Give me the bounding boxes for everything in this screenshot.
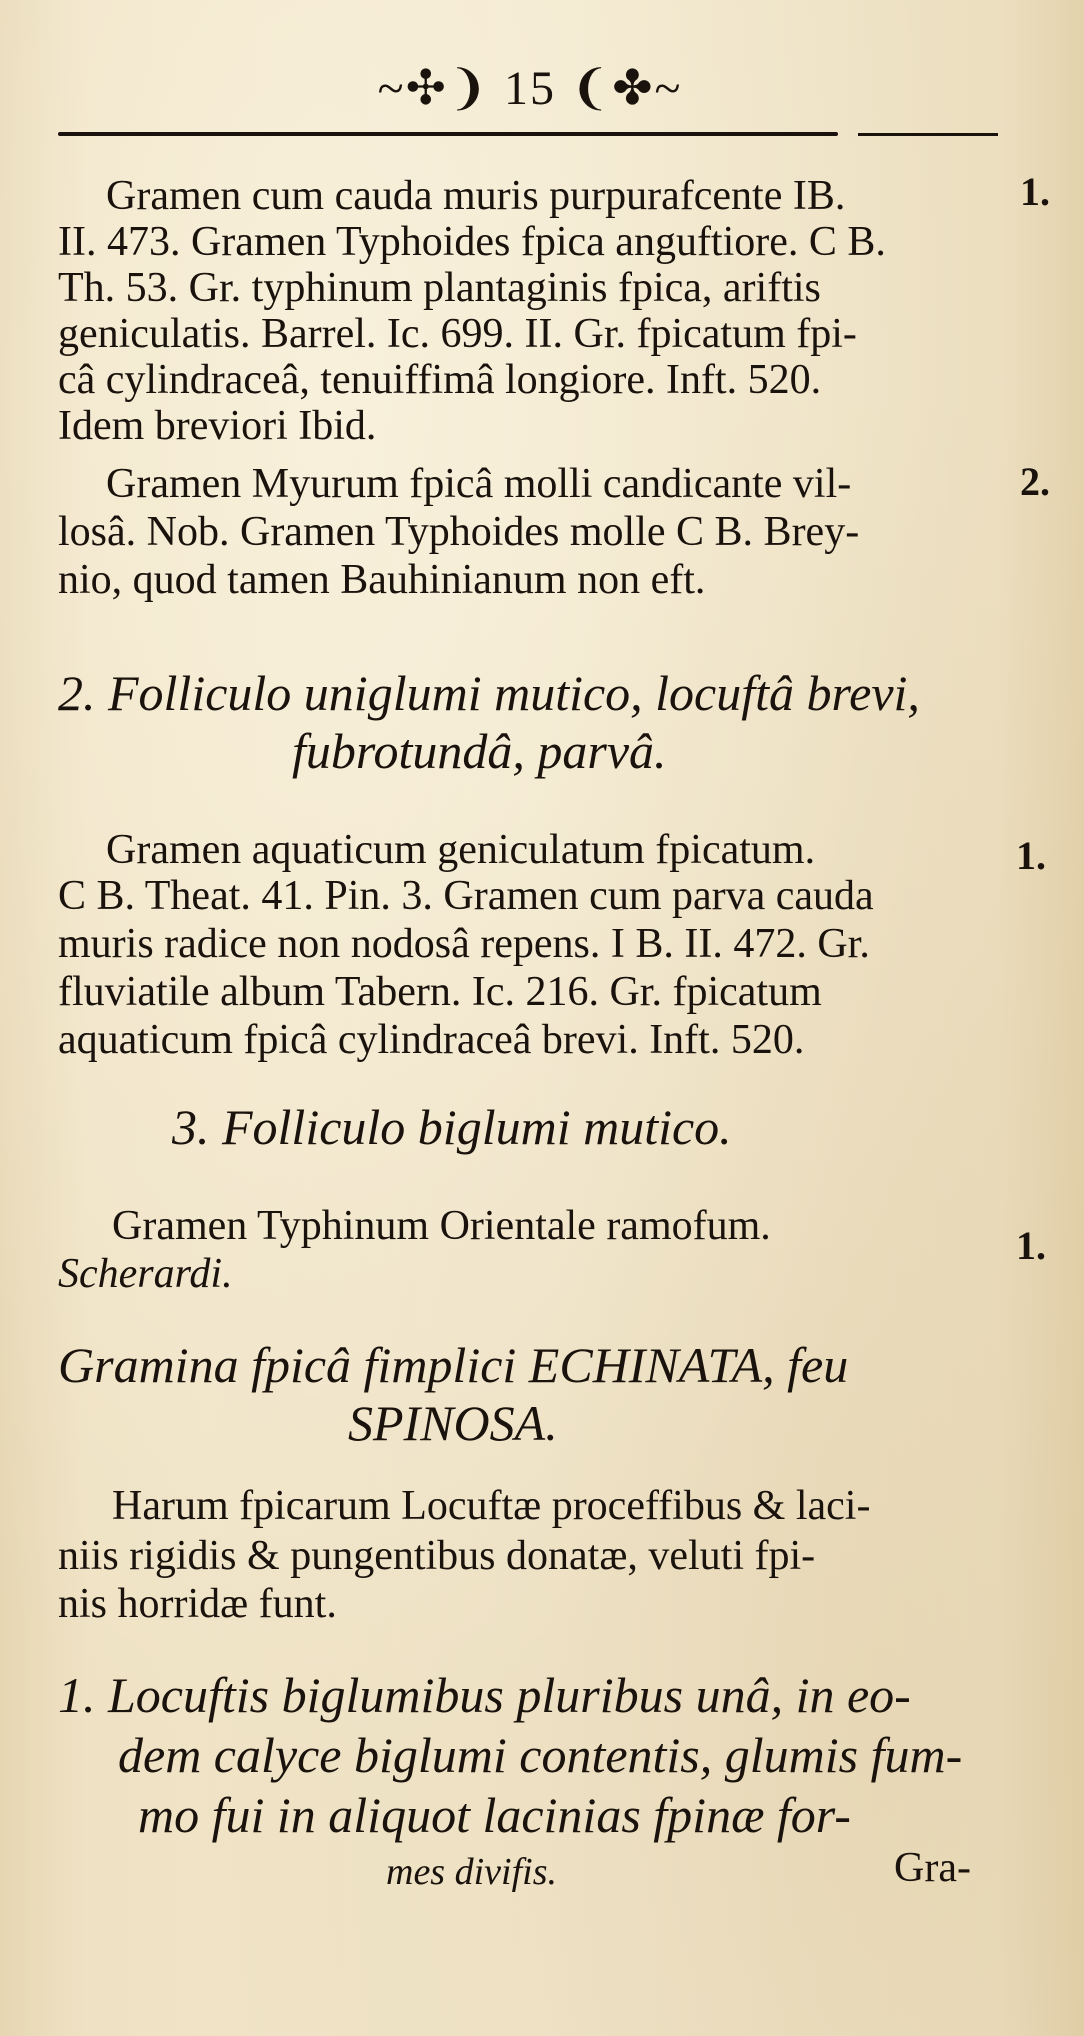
text-line: aquaticum fpicâ cylindraceâ brevi. Inft. 520. — [58, 1017, 805, 1063]
section-heading: dem calyce biglumi contentis, glumis fum- — [118, 1727, 963, 1783]
text-line: C B. Theat. 41. Pin. 3. Gramen cum parva cauda — [58, 873, 874, 919]
catchword: Gra- — [894, 1845, 971, 1891]
text-line: Harum fpicarum Locuftæ proceffibus & laci- — [112, 1483, 871, 1529]
text-line: Gramen aquaticum geniculatum fpicatum. — [106, 827, 816, 873]
section-heading: fubrotundâ, parvâ. — [292, 723, 667, 779]
section-heading: 3. Folliculo biglumi mutico. — [172, 1099, 732, 1155]
margin-number: 1. — [1020, 169, 1050, 214]
text-line: Idem breviori Ibid. — [58, 403, 377, 449]
text-line: Gramen cum cauda muris purpurafcente IB. — [106, 173, 846, 219]
text-line: muris radice non nodosâ repens. I B. II. 472. Gr. — [58, 921, 870, 967]
text-line: Th. 53. Gr. typhinum plantaginis fpica, ariftis — [58, 265, 821, 311]
running-header — [330, 60, 730, 116]
margin-number: 1. — [1016, 1223, 1046, 1268]
section-heading: 1. Locuftis biglumibus pluribus unâ, in eo- — [58, 1667, 911, 1723]
text-line: Scherardi. — [58, 1251, 233, 1297]
text-line: nio, quod tamen Bauhinianum non eft. — [58, 557, 706, 603]
margin-number: 1. — [1016, 833, 1046, 878]
section-heading: mo fui in aliquot lacinias fpinæ for- — [138, 1787, 851, 1843]
text-line: Gramen Typhinum Orientale ramofum. — [112, 1203, 771, 1249]
header-rule — [58, 132, 998, 138]
section-heading: Gramina fpicâ fimplici ECHINATA, feu — [58, 1337, 849, 1393]
section-heading: mes divifis. — [386, 1851, 557, 1893]
ornament-right: ❨✤~ — [556, 62, 683, 115]
text-line: geniculatis. Barrel. Ic. 699. II. Gr. fpicatum fpi- — [58, 311, 857, 357]
text-line: Gramen Myurum fpicâ molli candicante vil- — [106, 461, 852, 507]
text-line: fluviatile album Tabern. Ic. 216. Gr. fpicatum — [58, 969, 822, 1015]
text-line: câ cylindraceâ, tenuiffimâ longiore. Inft. 520. — [58, 357, 822, 403]
page-number: 15 — [504, 62, 556, 115]
section-heading: 2. Folliculo uniglumi mutico, locuftâ brevi, — [58, 665, 920, 721]
ornament-left: ~✣❩ — [377, 62, 504, 115]
text-line: II. 473. Gramen Typhoides fpica anguftiore. C B. — [58, 219, 886, 265]
text-line: losâ. Nob. Gramen Typhoides molle C B. Brey- — [58, 509, 860, 555]
section-heading: SPINOSA. — [348, 1395, 558, 1451]
text-line: nis horridæ funt. — [58, 1581, 337, 1627]
text-line: niis rigidis & pungentibus donatæ, veluti fpi- — [58, 1533, 816, 1579]
margin-number: 2. — [1020, 459, 1050, 504]
